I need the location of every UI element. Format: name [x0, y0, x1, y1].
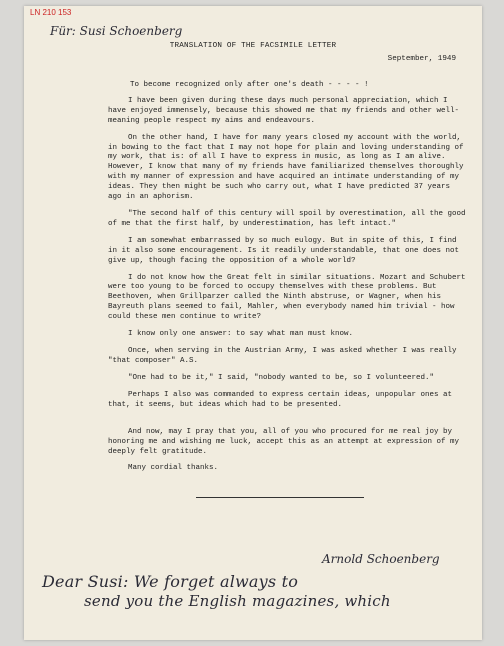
- letter-title: TRANSLATION OF THE FACSIMILE LETTER: [169, 42, 337, 50]
- handwritten-dedication: Für: Susi Schoenberg: [50, 24, 183, 38]
- paragraph: On the other hand, I have for many years closed my account with the world, in bowing to the fact that I may not hope for plain and loving understanding of my work, that is: of all I have to express in music, as long as I am alive. However, I know that many of my friends have familiarized themselves thoroughly with my manner of expression and have acquired an intimate understanding of my ideas. They then might be such who carry out, what I have predicted 37 years ago in an aphorism.: [108, 133, 464, 202]
- paragraph: I know only one answer: to say what man must know.: [128, 330, 354, 339]
- paragraph: I do not know how the Great felt in similar situations. Mozart and Schubert were too young to be forced to occupy themselves with these problems. But Beethoven, when Grillparzer called the Ninth abstruse, or Wagner, when his Bayreuth plans seemed to fail, Mahler, when everybody named him trivial - how could these men continue to write?: [108, 273, 466, 322]
- closing-thanks: Many cordial thanks.: [128, 464, 219, 473]
- paragraph: Perhaps I also was commanded to express certain ideas, unpopular ones at that, it seems, but ideas which had to be presented.: [108, 390, 453, 409]
- paragraph: I am somewhat embarrassed by so much eulogy. But in spite of this, I find in it also some encouragement. Is it readily understandable, that one does not give up, though facing the opposition of a whole world?: [108, 236, 460, 265]
- letter-body: [108, 81, 468, 480]
- paragraph: "One had to be it," I said, "nobody wanted to be, so I volunteered.": [128, 373, 435, 382]
- handwritten-note-line-1: Dear Susi: We forget always to: [42, 572, 299, 591]
- paragraph: I have been given during these days much personal appreciation, which I have enjoyed immensely, because this showed me that my friends and other well-meaning people respect my aims and endeavours.: [108, 96, 460, 125]
- section-divider: [196, 497, 364, 498]
- archive-mark: LN 210 153: [30, 8, 72, 17]
- motto-line: To become recognized only after one's death - - - - !: [130, 81, 369, 89]
- signature: Arnold Schoenberg: [322, 552, 440, 566]
- handwritten-note-line-2: send you the English magazines, which: [84, 592, 391, 610]
- letter-date: September, 1949: [387, 55, 456, 63]
- aphorism-quote: "The second half of this century will spoil by overestimation, all the good of me that the first half, by underestimation, has left intact.": [108, 209, 466, 228]
- paragraph: Once, when serving in the Austrian Army, I was asked whether I was really "that composer" A.S.: [108, 346, 457, 365]
- closing-paragraph: And now, may I pray that you, all of you who procured for me real joy by honoring me and wishing me luck, accept this as an attempt at expression of my deeply felt gratitude.: [108, 428, 460, 457]
- letter-page: [24, 6, 482, 640]
